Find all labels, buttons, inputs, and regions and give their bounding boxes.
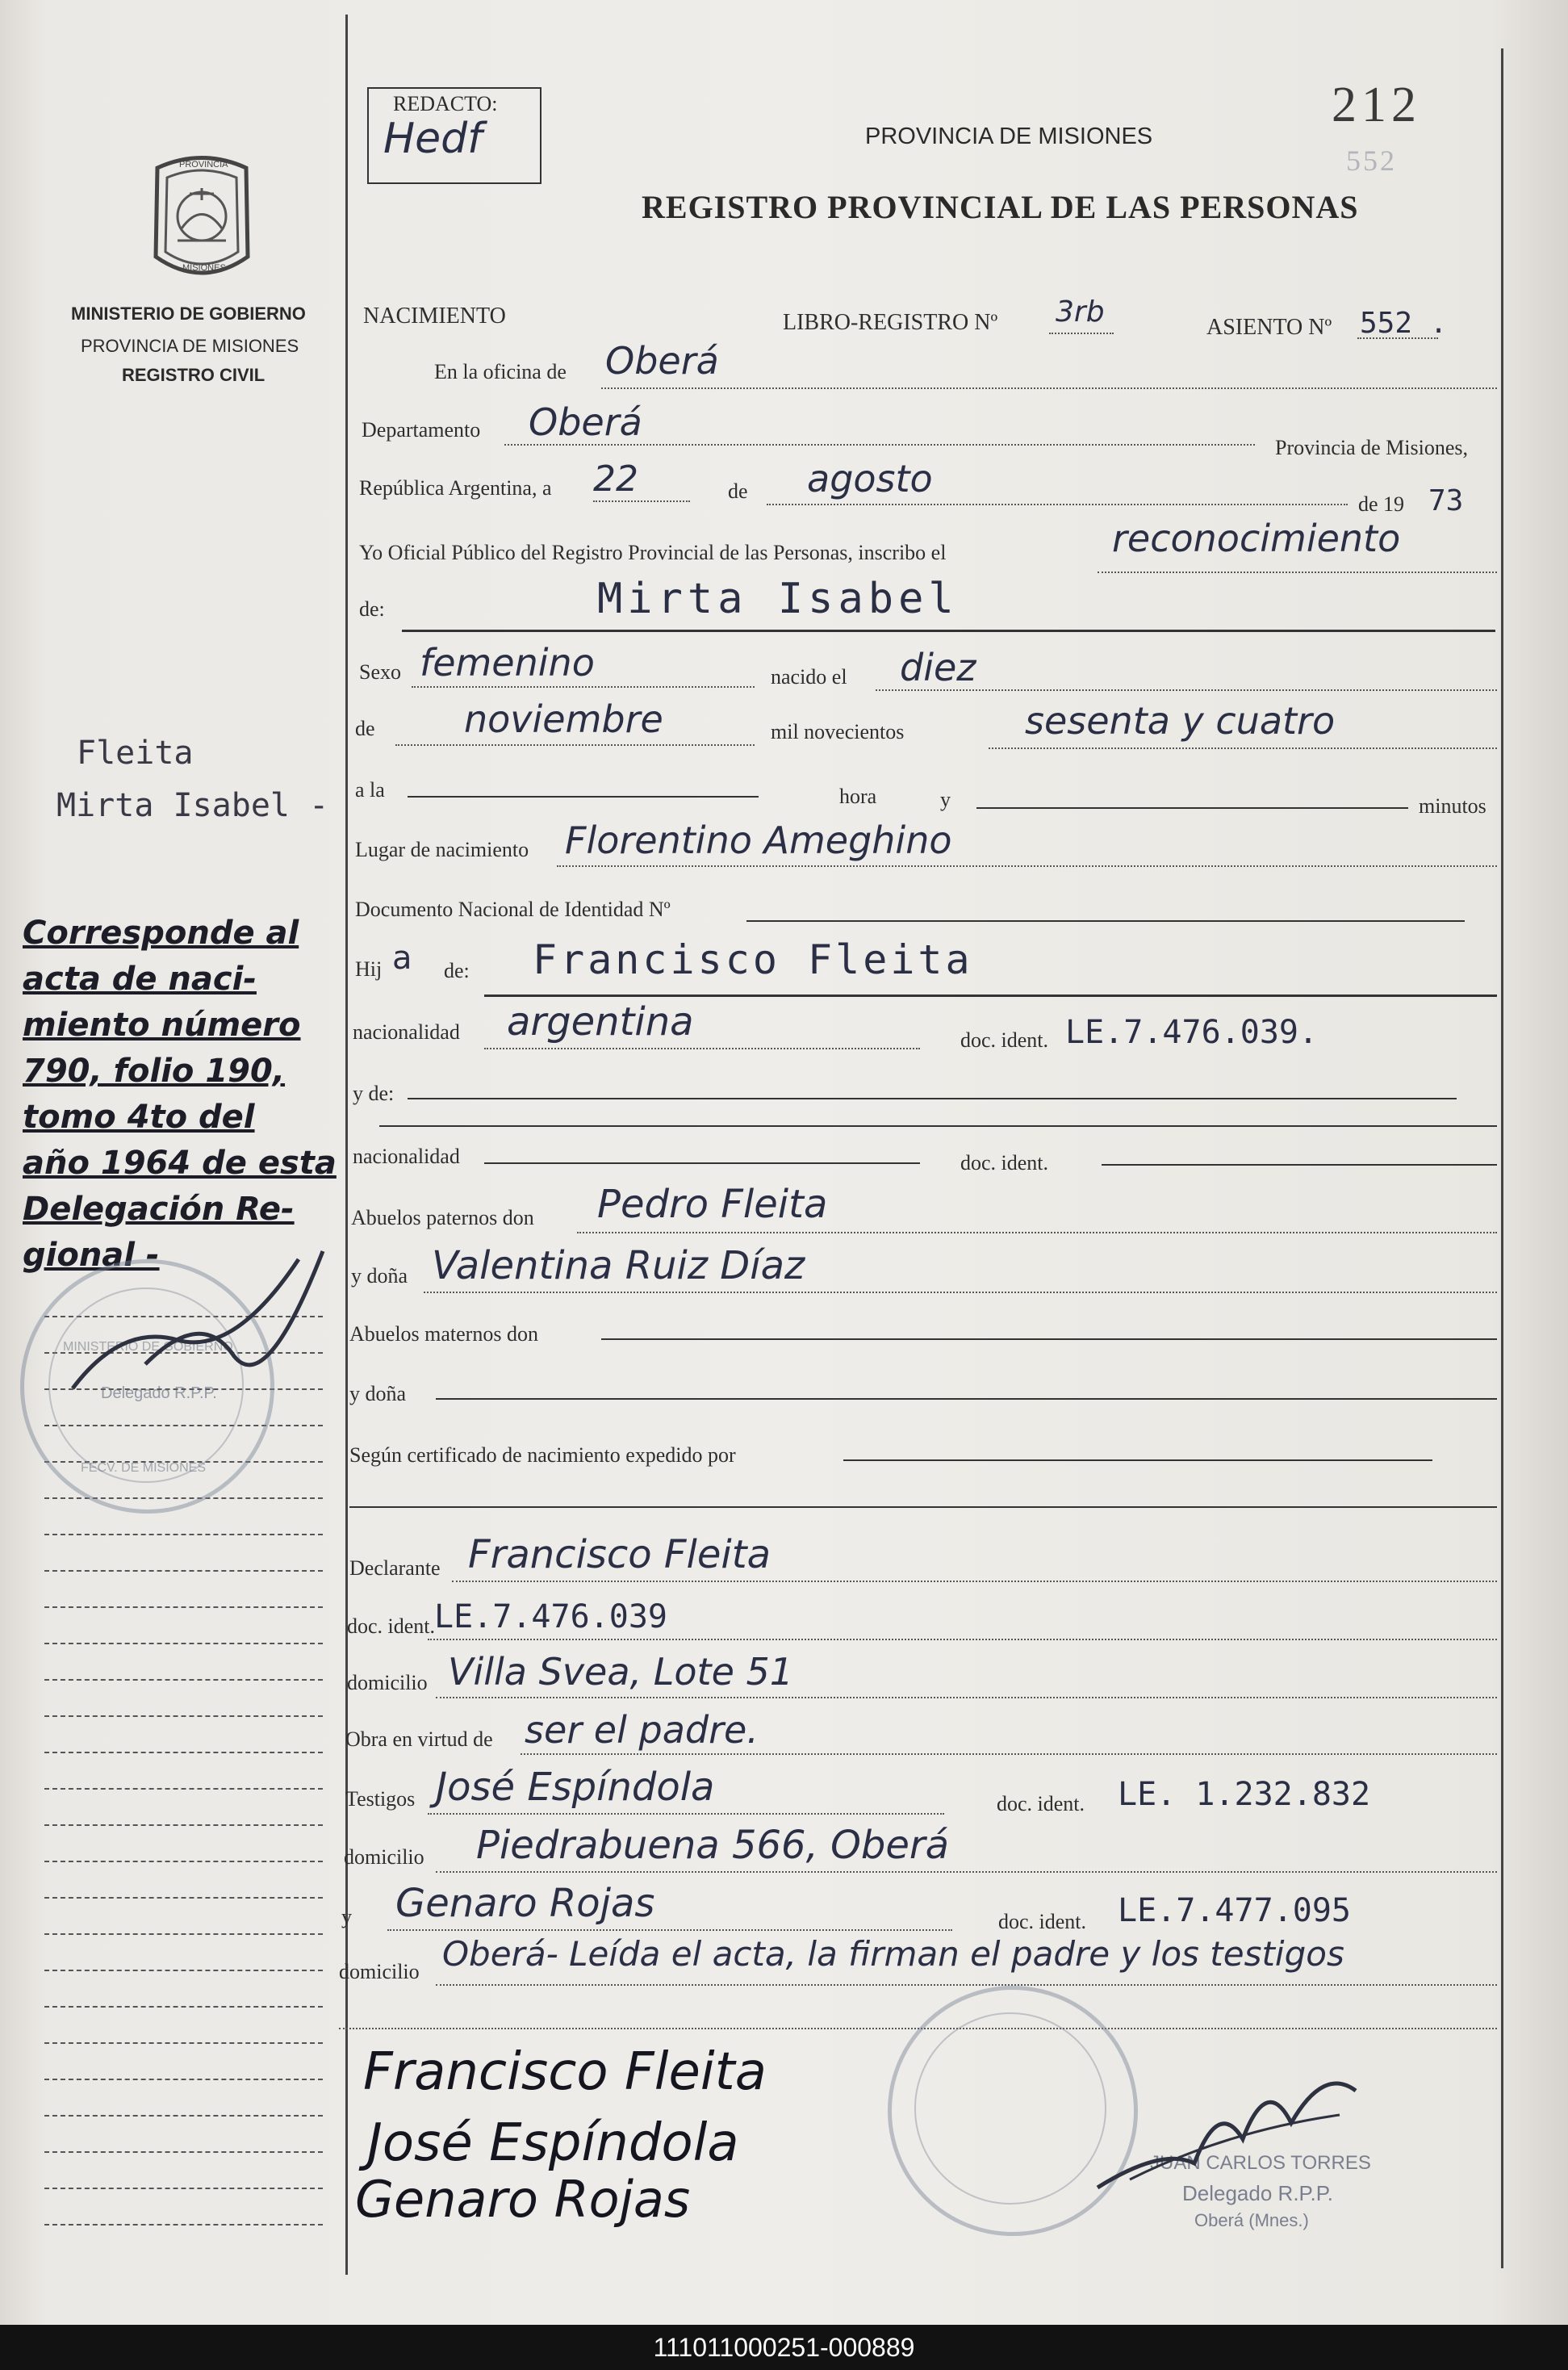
ministry-line2: PROVINCIA DE MISIONES (81, 336, 299, 356)
margin-note (23, 911, 345, 1279)
mes-nac-value: noviembre (464, 697, 663, 741)
margin-note-line: tomo 4to del (23, 1099, 255, 1136)
yde-label: y de: (353, 1082, 395, 1105)
y-label: y (940, 788, 951, 811)
ministry-line1: MINISTERIO DE GOBIERNO (71, 304, 306, 324)
margin-note-line: gional - (23, 1237, 160, 1274)
libro-label: LIBRO-REGISTRO Nº (783, 310, 998, 335)
domicilio2-label: domicilio (344, 1845, 424, 1869)
domicilio-label: domicilio (347, 1671, 428, 1694)
asiento-value: 552 . (1360, 307, 1448, 340)
left-stamp-ring-text: FECV. DE MISIONES (81, 1461, 206, 1475)
sexo-label: Sexo (359, 660, 401, 684)
margin-note-line: miento número (23, 1007, 301, 1044)
decl-doc-label: doc. ident. (347, 1614, 436, 1638)
test1-doc-value: LE. 1.232.832 (1118, 1776, 1371, 1813)
acto-value: reconocimiento (1112, 517, 1401, 560)
margin-name-given: Mirta Isabel - (56, 787, 329, 824)
right-stamp-name: JUAN CARLOS TORRES (1150, 2152, 1371, 2174)
segun-label: Según certificado de nacimiento expedido por (349, 1443, 736, 1467)
departamento-value: Oberá (529, 400, 642, 444)
de3-label: de (355, 717, 375, 740)
provincia-suffix: Provincia de Misiones, (1275, 436, 1469, 459)
anio-prefix: de 19 (1358, 492, 1405, 516)
de-label: de (728, 479, 748, 503)
decl-doc-value: LE.7.476.039 (434, 1598, 667, 1635)
page-number: 212 (1332, 77, 1421, 132)
oficina-label: En la oficina de (434, 360, 567, 383)
right-stamp-signature-icon (1081, 2050, 1372, 2212)
left-stamp-signature-icon (56, 1227, 347, 1421)
nacionalidad-value: argentina (507, 999, 694, 1045)
domicilio3-value: Oberá- Leída el acta, la firman el padre y los testigos (442, 1934, 1344, 1974)
document-id: 111011000251-000889 (653, 2333, 915, 2362)
test2-doc-label: doc. ident. (998, 1910, 1087, 1933)
domicilio3-label: domicilio (339, 1960, 420, 1983)
docident-label: doc. ident. (960, 1028, 1049, 1052)
sexo-value: femenino (420, 641, 595, 685)
margin-note-line: año 1964 de esta (23, 1145, 337, 1182)
signature-father: Francisco Fleita (363, 2042, 767, 2102)
ydona-label: y doña (351, 1264, 408, 1288)
redacto-box (367, 87, 541, 184)
abuelos-mat-label: Abuelos maternos don (349, 1322, 538, 1346)
obra-value: ser el padre. (525, 1708, 759, 1752)
right-margin-rule (1501, 48, 1503, 2268)
right-stamp-title: Delegado R.P.P. (1182, 2181, 1333, 2205)
nacionalidad-label: nacionalidad (353, 1020, 460, 1044)
test2-doc-value: LE.7.477.095 (1118, 1892, 1351, 1929)
hij-de-label: de: (444, 959, 470, 982)
page-number-secondary: 552 (1346, 144, 1397, 177)
oficina-value: Oberá (605, 339, 719, 383)
right-stamp-place: Oberá (Mnes.) (1194, 2210, 1309, 2230)
left-stamp-ring-text: MINISTERIO DE GOBIERNO (63, 1340, 233, 1354)
de2-label: de: (359, 597, 385, 621)
margin-note-line: Delegación Re- (23, 1191, 295, 1228)
hij-suffix: a (392, 940, 412, 977)
ydona2-label: y doña (349, 1382, 407, 1405)
departamento-label: Departamento (362, 418, 481, 442)
testigo2-value: Genaro Rojas (395, 1881, 655, 1926)
libro-value: 3rb (1056, 295, 1105, 329)
ala-label: a la (355, 778, 385, 802)
testigo1-value: José Espíndola (436, 1765, 715, 1810)
hij-label: Hij (355, 957, 383, 981)
republica-label: República Argentina, a (359, 476, 552, 500)
left-stamp-text: Delegado R.P.P. (101, 1384, 217, 1402)
obra-label: Obra en virtud de (345, 1727, 493, 1751)
margin-name-surname: Fleita (77, 735, 194, 772)
redacto-initials: Hedf (383, 115, 483, 163)
signature-witness1: José Espíndola (367, 2113, 739, 2173)
nacido-value: diez (900, 646, 976, 689)
mes-value: agosto (807, 457, 933, 500)
footer-bar (0, 2325, 1568, 2370)
lugar-value: Florentino Ameghino (565, 819, 952, 862)
domicilio-value: Villa Svea, Lote 51 (448, 1650, 794, 1694)
declarante-label: Declarante (349, 1556, 441, 1580)
minutos-label: minutos (1419, 794, 1486, 818)
padre-value: Francisco Fleita (533, 936, 973, 983)
anio-nac-value: sesenta y cuatro (1025, 699, 1336, 743)
seal-bottom-text: MISIONES (182, 263, 226, 273)
padre-doc-value: LE.7.476.039. (1065, 1014, 1319, 1051)
mil-label: mil novecientos (771, 720, 905, 743)
y2-label: y (341, 1905, 352, 1928)
domicilio2-value: Piedrabuena 566, Oberá (476, 1823, 950, 1868)
signature-witness2: Genaro Rojas (355, 2170, 691, 2229)
testigos-label: Testigos (345, 1787, 416, 1811)
margin-note-line: 790, folio 190, (23, 1053, 286, 1090)
nacido-label: nacido el (771, 665, 847, 689)
provincia-heading: PROVINCIA DE MISIONES (865, 124, 1153, 149)
nacionalidad2-label: nacionalidad (353, 1145, 460, 1168)
test1-doc-label: doc. ident. (997, 1792, 1085, 1815)
abuela-pat-value: Valentina Ruiz Díaz (432, 1243, 805, 1288)
ministry-line3: REGISTRO CIVIL (122, 365, 266, 385)
seal-top-text: PROVINCIA (179, 160, 228, 170)
declarante-value: Francisco Fleita (468, 1532, 771, 1577)
margin-note-line: Corresponde al (23, 915, 299, 952)
redacto-label: REDACTO: (393, 92, 498, 115)
anio-value: 73 (1428, 484, 1464, 517)
documento-label: Documento Nacional de Identidad Nº (355, 898, 671, 921)
registro-heading: REGISTRO PROVINCIAL DE LAS PERSONAS (642, 189, 1359, 225)
margin-note-line: acta de naci- (23, 961, 257, 998)
nacimiento-label: NACIMIENTO (363, 304, 506, 329)
lugar-label: Lugar de nacimiento (355, 838, 529, 861)
asiento-label: ASIENTO Nº (1206, 315, 1332, 340)
abuelos-pat-label: Abuelos paternos don (351, 1206, 534, 1229)
hora-label: hora (839, 785, 877, 808)
oficial-text: Yo Oficial Público del Registro Provincial de las Personas, inscribo el (359, 541, 947, 564)
nombre-value: Mirta Isabel (597, 575, 959, 623)
docident2-label: doc. ident. (960, 1151, 1049, 1175)
abuelo-pat-value: Pedro Fleita (597, 1182, 828, 1227)
dia-value: 22 (593, 459, 638, 500)
left-margin-rule (345, 15, 348, 2275)
